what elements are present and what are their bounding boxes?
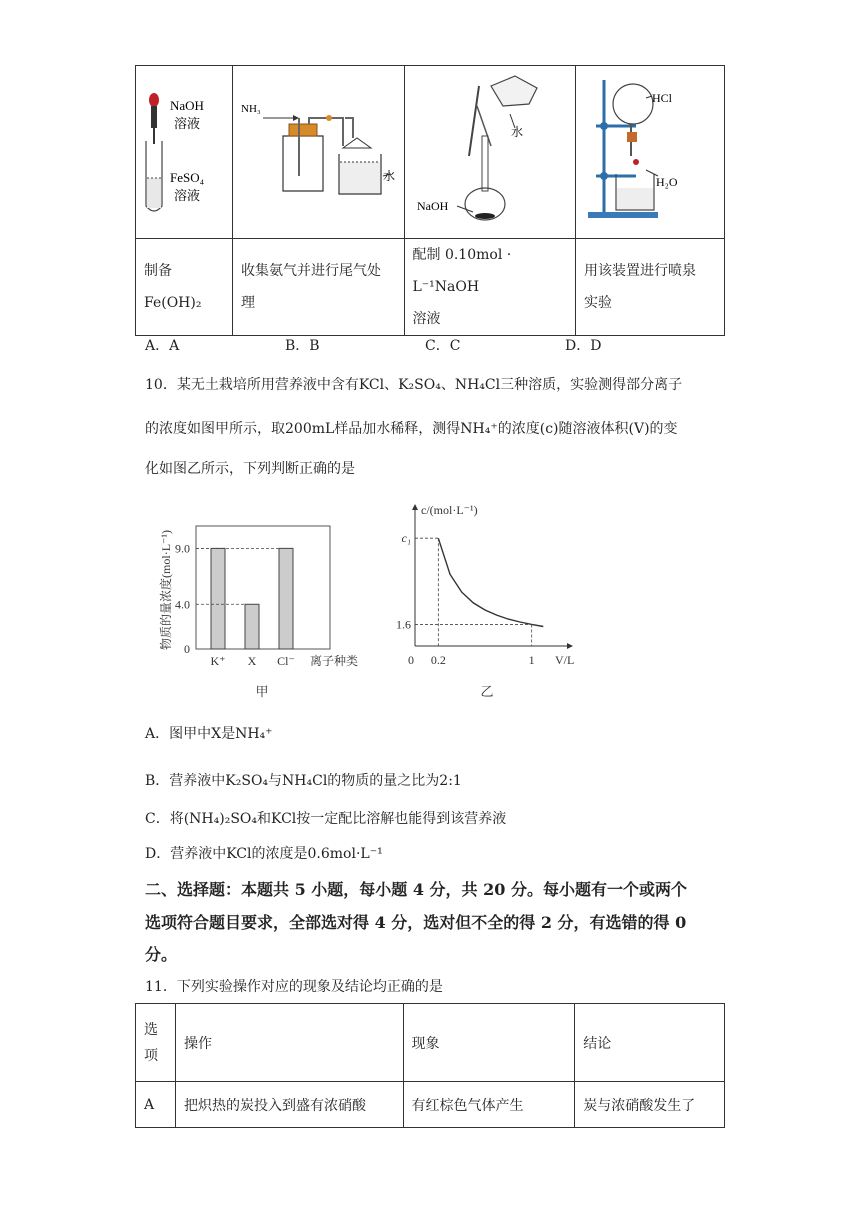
apparatus-cell-a: [136, 66, 233, 239]
caption-d-line2: 实验: [584, 295, 612, 311]
y-tick-label: 0: [184, 642, 190, 656]
section2-line3: 分。: [145, 945, 178, 964]
y-axis-arrow: [412, 504, 418, 510]
caption-c-line2: 溶液: [412, 311, 441, 327]
concentration-curve: [438, 538, 543, 626]
q11-row-a-option: A: [136, 1082, 176, 1128]
q11-header-option-2: 项: [144, 1047, 158, 1064]
y-axis-label: c/(mol·L⁻¹): [421, 503, 478, 517]
hcl-label: HCl: [652, 91, 673, 105]
y-tick-label: 9.0: [175, 541, 190, 556]
chart-jia: [150, 500, 380, 710]
caption-a-line2: Fe(OH)₂: [144, 295, 202, 311]
q10-option-d[interactable]: D．营养液中KCl的浓度是0.6mol·L⁻¹: [145, 846, 383, 862]
q11-row-a-phenomenon: 有红棕色气体产生: [403, 1082, 575, 1128]
q10-stem-line3: 化如图乙所示，下列判断正确的是: [145, 461, 355, 477]
table-row: [136, 1082, 725, 1128]
q11-header-row: [136, 1004, 725, 1082]
q10-stem-line1: 10．某无土栽培所用营养液中含有KCl、K₂SO₄、NH₄Cl三种溶质，实验测得部分离子: [145, 377, 683, 393]
q10-option-a[interactable]: A．图甲中X是NH₄⁺: [145, 726, 273, 742]
y-tick-label: 4.0: [175, 597, 190, 612]
q9-option-a[interactable]: A．A: [145, 338, 180, 354]
q9-option-c[interactable]: C．C: [425, 338, 461, 354]
q11-table: [135, 1003, 725, 1128]
q10-stem-line2: 的浓度如图甲所示，取200mL样品加水稀释，测得NH₄⁺的浓度(c)随溶液体积(V)的变: [145, 421, 678, 437]
q11-header-conclusion: 结论: [575, 1004, 725, 1082]
dropper-test-tube-diagram: [136, 66, 232, 234]
x-tick-label: 1: [528, 653, 535, 667]
y-tick-label: 1.6: [396, 617, 411, 632]
chart-yi: [395, 498, 595, 710]
apparatus-cell-b: [233, 66, 405, 239]
volumetric-flask-diagram: [405, 66, 575, 234]
caption-b-line1: 收集氨气并进行尾气处: [241, 263, 381, 279]
apparatus-image-row: [136, 66, 725, 239]
q11-header-option-1: 选: [144, 1021, 158, 1038]
q11-stem: 11．下列实验操作对应的现象及结论均正确的是: [145, 979, 443, 995]
nh3-label: NH₃: [241, 103, 261, 115]
q10-option-b[interactable]: B．营养液中K₂SO₄与NH₄Cl的物质的量之比为2:1: [145, 773, 462, 789]
bar: [279, 548, 293, 649]
caption-a-line1: 制备: [144, 263, 172, 279]
caption-c: [404, 239, 576, 336]
ammonia-collection-diagram: [233, 66, 403, 234]
q10-option-c[interactable]: C．将(NH₄)₂SO₄和KCl按一定配比溶解也能得到该营养液: [145, 811, 507, 827]
caption-b-line2: 理: [241, 295, 255, 311]
q9-options: [145, 335, 705, 355]
apparatus-caption-row: [136, 239, 725, 336]
apparatus-table: [135, 65, 725, 336]
naoh-solid-label: NaOH: [416, 199, 448, 213]
y-tick-label: c₁: [401, 531, 411, 546]
caption-b: [233, 239, 405, 336]
bar: [211, 548, 225, 649]
water-label-b: 水: [383, 169, 396, 183]
q11-header-phenomenon: 现象: [403, 1004, 575, 1082]
fountain-experiment-diagram: [576, 66, 724, 234]
x-axis-arrow: [567, 643, 573, 649]
x-tick-label: K⁺: [210, 654, 226, 668]
apparatus-cell-d: [576, 66, 725, 239]
feso4-solution-label: 溶液: [174, 188, 201, 203]
x-tick-label: Cl⁻: [277, 654, 295, 668]
q11-row-a-conclusion: 炭与浓硝酸发生了: [575, 1082, 725, 1128]
x-axis-label: V/L: [555, 653, 575, 667]
x-tick-label: 0.2: [430, 653, 446, 667]
q11-row-a-operation: 把炽热的炭投入到盛有浓硝酸: [175, 1082, 403, 1128]
chart-title: 甲: [255, 684, 269, 699]
chart-title: 乙: [480, 684, 494, 699]
h2o-label: H₂O: [656, 175, 678, 189]
section2-line1: 二、选择题：本题共 5 小题，每小题 4 分，共 20 分。每小题有一个或两个: [145, 880, 687, 899]
bar: [245, 604, 259, 649]
apparatus-cell-c: [404, 66, 576, 239]
caption-d-line1: 用该装置进行喷泉: [584, 263, 696, 279]
section2-line2: 选项符合题目要求，全部选对得 4 分，选对但不全的得 2 分，有选错的得 0: [145, 913, 687, 932]
naoh-label: NaOH: [170, 98, 204, 113]
water-label-c: 水: [510, 125, 523, 139]
q9-option-b[interactable]: B．B: [285, 338, 320, 354]
x-tick-label: 0: [408, 653, 414, 667]
caption-d: [576, 239, 725, 336]
q11-header-option: [136, 1004, 176, 1082]
y-axis-label: 物质的量浓度(mol·L⁻¹): [159, 530, 173, 650]
x-axis-label: 离子种类: [310, 654, 359, 668]
caption-a: [136, 239, 233, 336]
q9-option-d[interactable]: D．D: [565, 338, 602, 354]
caption-c-line1: 配制 0.10mol · L⁻¹NaOH: [412, 247, 512, 295]
q11-header-operation: 操作: [175, 1004, 403, 1082]
x-tick-label: X: [247, 654, 257, 668]
feso4-label: FeSO₄: [170, 170, 205, 185]
naoh-solution-label: 溶液: [174, 116, 201, 131]
